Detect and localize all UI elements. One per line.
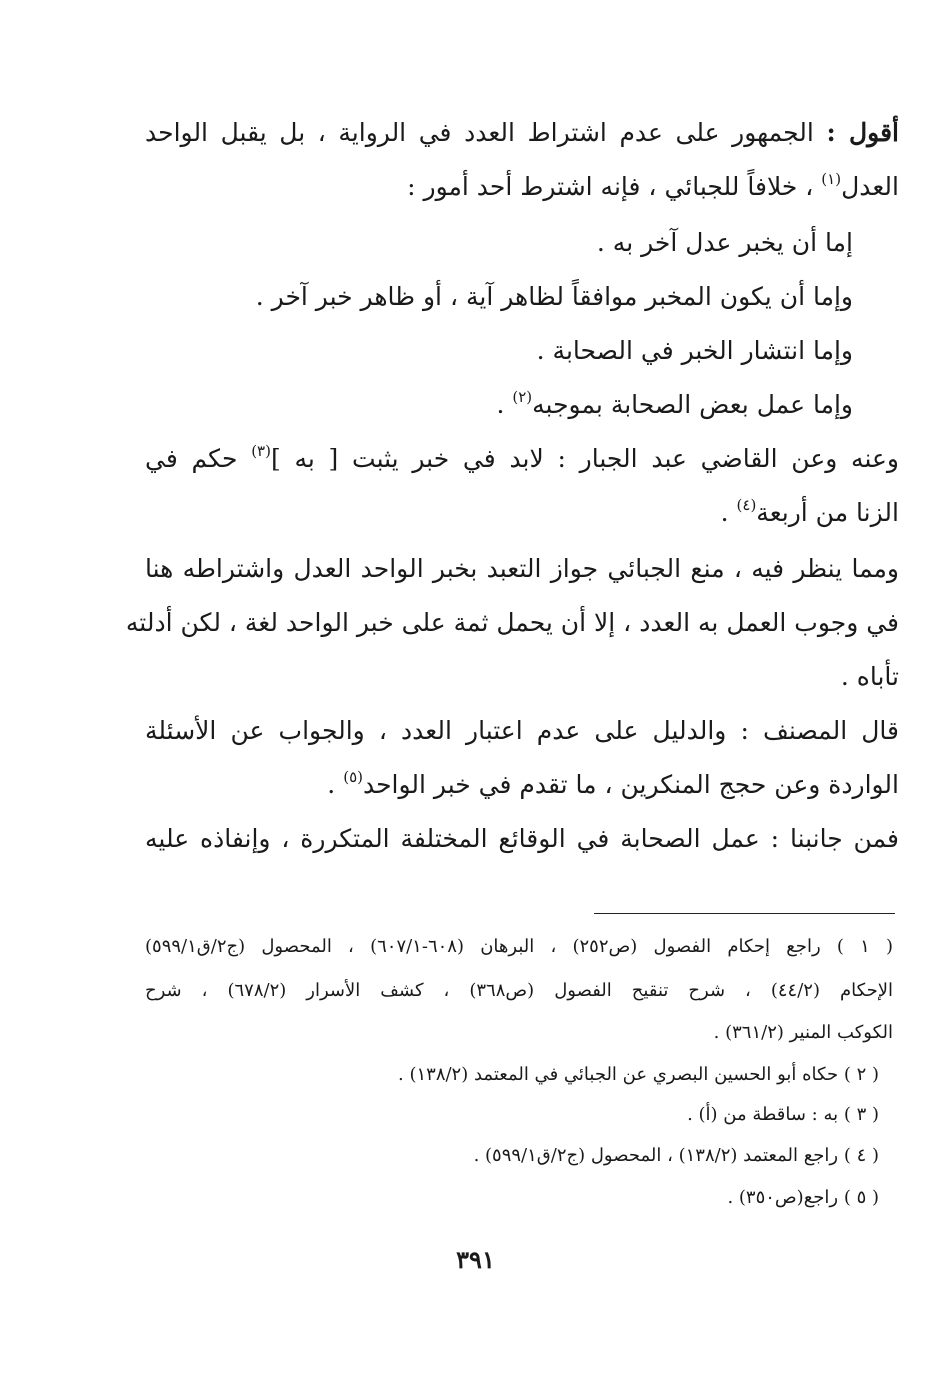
page-number: ٣٩١ bbox=[456, 1245, 495, 1274]
footnote-ref-2[interactable]: (٢) bbox=[512, 387, 533, 406]
body-line-12 bbox=[145, 714, 899, 748]
body-line-14 bbox=[145, 822, 899, 856]
body-line-9 bbox=[145, 552, 899, 586]
lead-word: أقول : bbox=[826, 118, 899, 147]
body-text: ، خلافاً للجبائي ، فإنه اشترط أحد أمور : bbox=[407, 172, 814, 201]
body-text: ومما ينظر فيه ، منع الجبائي جواز التعبد بخبر الواحد العدل واشتراطه هنا bbox=[145, 554, 899, 583]
body-line-7 bbox=[145, 442, 899, 476]
footnote-divider bbox=[594, 913, 895, 914]
body-text: الجمهور على عدم اشتراط العدد في الرواية ، بل يقبل الواحد bbox=[145, 118, 814, 147]
footnote-ref-3[interactable]: (٣) bbox=[251, 441, 271, 460]
body-line-6 bbox=[496, 388, 853, 422]
footnote-ref-5[interactable]: (٥) bbox=[343, 767, 363, 786]
body-text: الزنا من أربعة bbox=[756, 498, 899, 527]
body-text: وإما أن يكون المخبر موافقاً لظاهر آية ، أو ظاهر خبر آخر . bbox=[255, 282, 853, 311]
body-line-11 bbox=[841, 660, 899, 694]
footnote-text: الكوكب المنير (٣٦١/٢) . bbox=[713, 1022, 893, 1043]
body-line-3 bbox=[597, 226, 853, 260]
body-line-2 bbox=[407, 170, 899, 204]
footnote-1-line-2 bbox=[145, 978, 893, 1004]
footnote-text: ( ١ ) راجع إحكام الفصول (ص٢٥٢) ، البرهان (٦٠٨-٦٠٧/١) ، المحصول (ج٢/ق٥٩٩/١) bbox=[145, 936, 894, 957]
body-line-4 bbox=[256, 280, 853, 314]
footnote-text: ( ٥ ) راجع(ص٣٥٠) . bbox=[727, 1187, 879, 1208]
footnote-text: ( ٢ ) حكاه أبو الحسين البصري عن الجبائي في المعتمد (١٣٨/٢) . bbox=[398, 1064, 879, 1085]
body-line-5 bbox=[537, 334, 853, 368]
body-text: وعنه وعن القاضي عبد الجبار : لابد في خبر يثبت [ به ] bbox=[270, 444, 899, 473]
body-text: إما أن يخبر عدل آخر به . bbox=[596, 228, 853, 257]
body-text: فمن جانبنا : عمل الصحابة في الوقائع المختلفة المتكررة ، وإنفاذه عليه bbox=[145, 824, 899, 853]
body-line-10 bbox=[125, 606, 899, 640]
body-text: . bbox=[720, 498, 729, 527]
footnote-2 bbox=[398, 1062, 879, 1088]
body-text: وإما عمل بعض الصحابة بموجبه bbox=[532, 390, 853, 419]
footnote-text: ( ٣ ) به : ساقطة من (أ) . bbox=[687, 1104, 879, 1125]
body-text: في وجوب العمل به العدد ، إلا أن يحمل ثمة على خبر الواحد لغة ، لكن أدلته bbox=[125, 608, 899, 637]
body-line-8 bbox=[721, 496, 899, 530]
footnote-5 bbox=[727, 1185, 879, 1211]
body-text: قال المصنف : والدليل على عدم اعتبار العدد ، والجواب عن الأسئلة bbox=[145, 716, 899, 745]
footnote-text: ( ٤ ) راجع المعتمد (١٣٨/٢) ، المحصول (ج٢/ق٥٩٩/١) . bbox=[473, 1145, 879, 1166]
footnote-ref-1[interactable]: (١) bbox=[821, 169, 842, 188]
body-text: الواردة وعن حجج المنكرين ، ما تقدم في خبر الواحد bbox=[362, 770, 899, 799]
body-line-13 bbox=[327, 768, 899, 802]
body-text: العدل bbox=[841, 172, 899, 201]
footnote-ref-4[interactable]: (٤) bbox=[736, 495, 757, 514]
footnote-text: الإحكام (٤٤/٢) ، شرح تنقيح الفصول (ص٣٦٨) ، كشف الأسرار (٦٧٨/٢) ، شرح bbox=[145, 980, 893, 1001]
footnote-1-line-3 bbox=[714, 1020, 893, 1046]
footnote-3 bbox=[687, 1102, 879, 1128]
body-text: تأباه . bbox=[840, 662, 899, 691]
body-line-1 bbox=[145, 116, 899, 150]
body-text: . bbox=[327, 770, 336, 799]
footnote-4 bbox=[474, 1143, 879, 1169]
body-text: . bbox=[496, 390, 505, 419]
body-text: وإما انتشار الخبر في الصحابة . bbox=[536, 336, 853, 365]
footnote-1-line-1 bbox=[145, 934, 893, 960]
body-text: حكم في bbox=[145, 444, 238, 473]
